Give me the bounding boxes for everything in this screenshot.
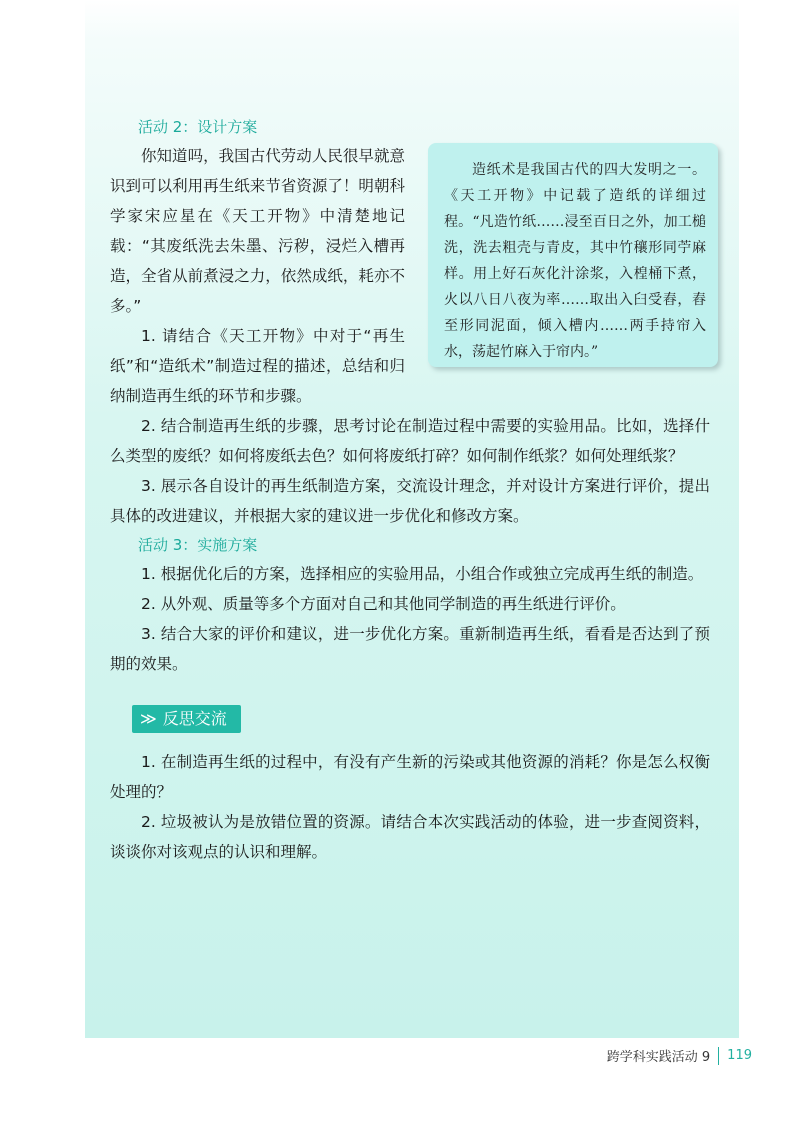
- footer-divider: [718, 1047, 719, 1065]
- activity-2-item-1: 1. 请结合《天工开物》中对于“再生纸”和“造纸术”制造过程的描述，总结和归纳制造再生纸的环节和步骤。: [110, 327, 405, 405]
- chapter-title: 跨学科实践活动 9: [606, 1050, 711, 1065]
- double-chevron-icon: ≫: [140, 709, 157, 728]
- activity-3-item-1: 1. 根据优化后的方案，选择相应的实验用品，小组合作或独立完成再生纸的制造。: [141, 565, 704, 583]
- page-footer: [607, 1046, 752, 1065]
- activity-3-item-2: 2. 从外观、质量等多个方面对自己和其他同学制造的再生纸进行评价。: [141, 595, 626, 613]
- reflect-label-text: 反思交流: [162, 709, 227, 728]
- sidebar-note-text: 造纸术是我国古代的四大发明之一。《天工开物》中记载了造纸的详细过程。“凡造竹纸……浸至百日之外，加工槌洗，洗去粗壳与青皮，其中竹穰形同苧麻样。用上好石灰化汁涂浆，入楻桶下煮，火以八日八夜为率……取出入臼受舂，舂至形同泥面，倾入槽内……两手持帘入水，荡起竹麻入于帘内。”: [444, 162, 706, 360]
- page-number: 119: [727, 1048, 752, 1063]
- activity-2-item-2: 2. 结合制造再生纸的步骤，思考讨论在制造过程中需要的实验用品。比如，选择什么类型的废纸？如何将废纸去色？如何将废纸打碎？如何制作纸浆？如何处理纸浆？: [110, 417, 710, 465]
- reflect-section-label: [132, 705, 241, 733]
- activity-2-intro: 你知道吗，我国古代劳动人民很早就意识到可以利用再生纸来节省资源了！明朝科学家宋应星在《天工开物》中清楚地记载：“其废纸洗去朱墨、污秽，浸烂入槽再造，全省从前煮浸之力，依然成纸，耗亦不多。”: [110, 147, 405, 315]
- reflect-item-1: 1. 在制造再生纸的过程中，有没有产生新的污染或其他资源的消耗？你是怎么权衡处理的？: [110, 753, 710, 801]
- activity-3-heading: 活动 3：实施方案: [138, 536, 258, 554]
- activity-2-heading: 活动 2：设计方案: [138, 118, 258, 136]
- activity-2-item-3: 3. 展示各自设计的再生纸制造方案，交流设计理念，并对设计方案进行评价，提出具体的改进建议，并根据大家的建议进一步优化和修改方案。: [110, 477, 710, 525]
- activity-3-item-3: 3. 结合大家的评价和建议，进一步优化方案。重新制造再生纸，看看是否达到了预期的效果。: [110, 625, 710, 673]
- reflect-item-2: 2. 垃圾被认为是放错位置的资源。请结合本次实践活动的体验，进一步查阅资料，谈谈你对该观点的认识和理解。: [110, 813, 710, 861]
- page-content: [110, 113, 710, 867]
